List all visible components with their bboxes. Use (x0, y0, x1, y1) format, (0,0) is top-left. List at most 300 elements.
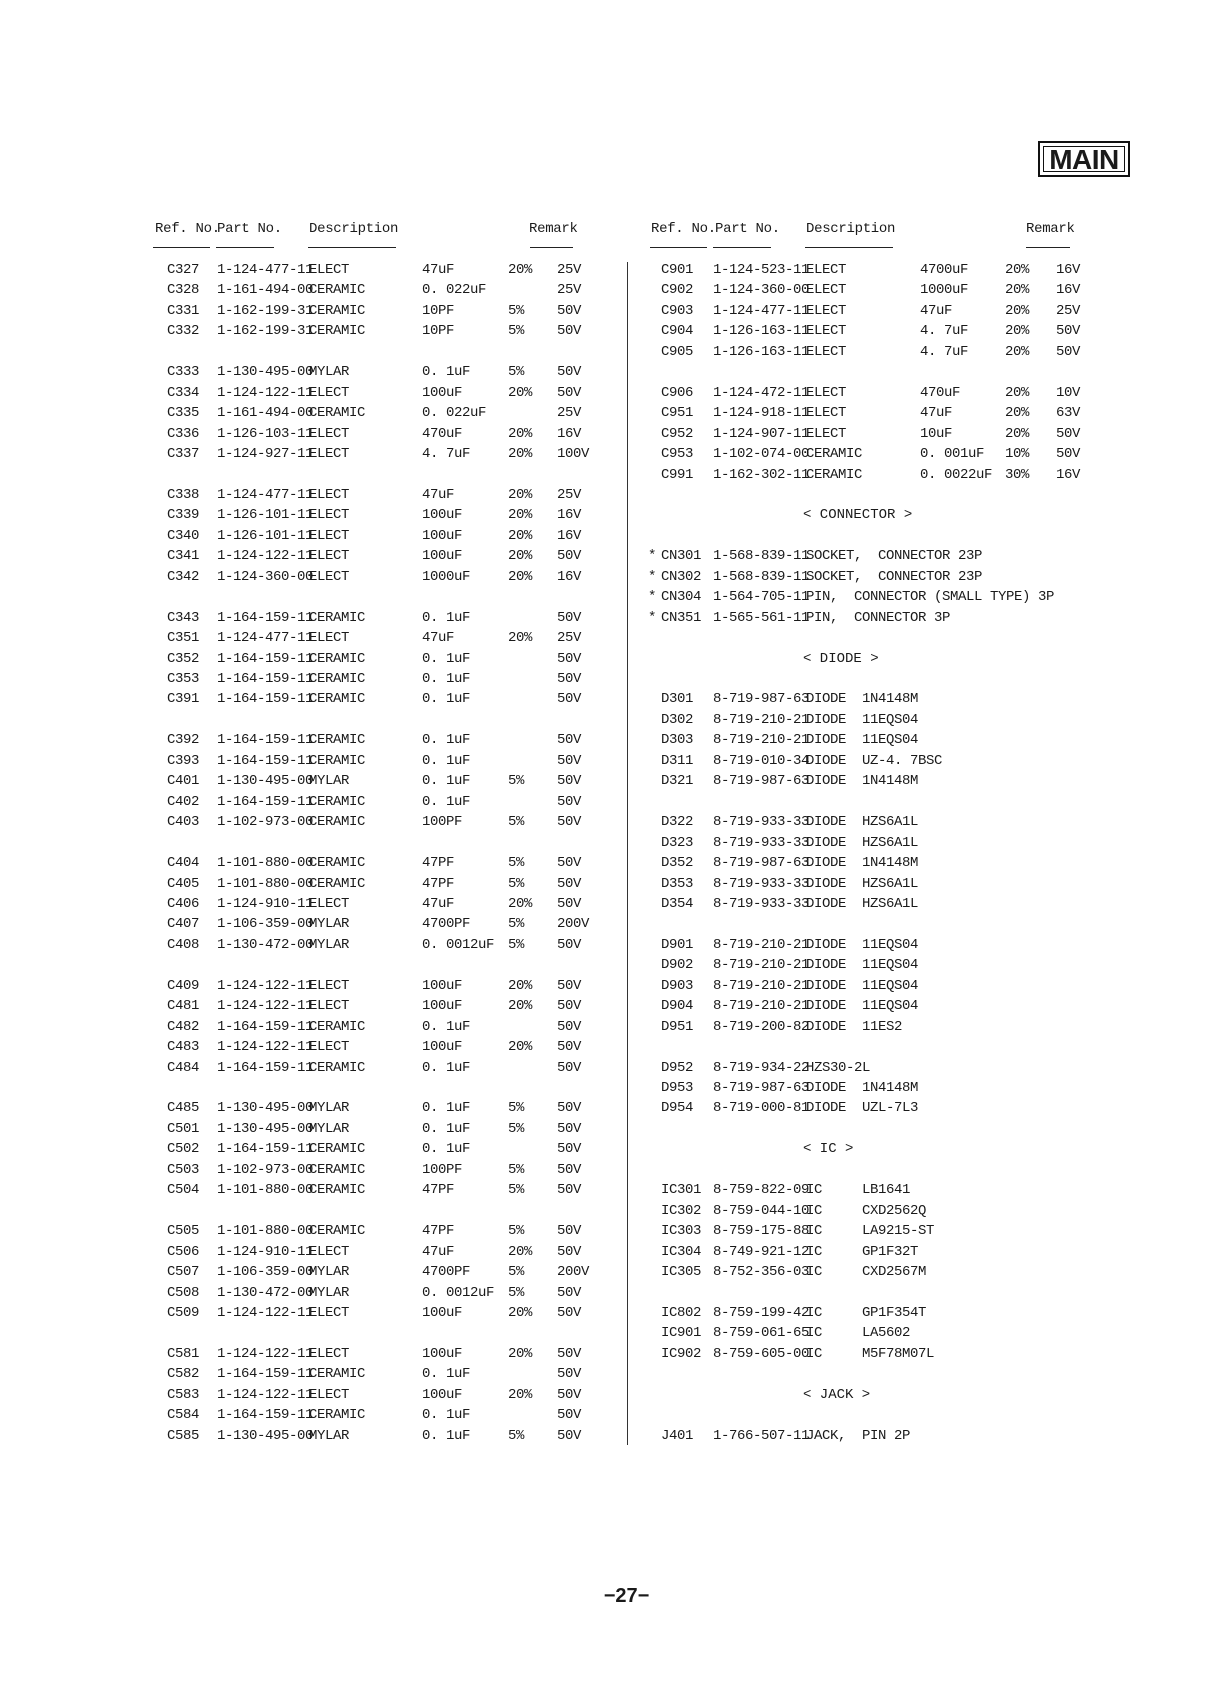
part-no: 1-124-910-11 (217, 1243, 314, 1260)
value: 0. 1uF (422, 732, 471, 749)
value: 0. 1uF (422, 691, 471, 708)
part-no: 1-126-101-11 (217, 527, 314, 544)
part-no: 1-126-163-11 (713, 323, 810, 340)
left-underline-description (308, 247, 396, 248)
voltage: 16V (557, 527, 582, 544)
part-no: 1-102-973-00 (217, 814, 314, 831)
value: 100uF (422, 527, 463, 544)
ref-no: D954 (661, 1100, 694, 1117)
part-no: 1-124-910-11 (217, 895, 314, 912)
part-no: 1-102-973-00 (217, 1161, 314, 1178)
description: DIODE (806, 957, 847, 974)
ref-no: C485 (167, 1100, 200, 1117)
description: CERAMIC (309, 855, 366, 872)
description: MYLAR (309, 773, 350, 790)
voltage: 16V (557, 568, 582, 585)
voltage: 50V (557, 384, 582, 401)
description: DIODE (806, 895, 847, 912)
main-section-box (1038, 141, 1130, 177)
model: HZS6A1L (862, 895, 919, 912)
description: CERAMIC (806, 446, 863, 463)
ref-no: C482 (167, 1018, 200, 1035)
value: 47PF (422, 855, 455, 872)
description: ELECT (309, 1386, 350, 1403)
voltage: 50V (557, 1059, 582, 1076)
model: 11EQS04 (862, 977, 919, 994)
description: ELECT (309, 425, 350, 442)
part-no: 1-162-199-31 (217, 302, 314, 319)
left-header-ref: Ref. No. (155, 221, 220, 237)
part-no: 8-719-933-33 (713, 895, 810, 912)
section-heading: < IC > (803, 1141, 854, 1158)
description: CERAMIC (309, 1161, 366, 1178)
part-no: 1-161-494-00 (217, 405, 314, 422)
description: CERAMIC (309, 671, 366, 687)
ref-no: C504 (167, 1182, 200, 1199)
ref-no: IC802 (661, 1304, 702, 1321)
part-no: 8-719-933-33 (713, 814, 810, 831)
description: CERAMIC (309, 609, 366, 626)
section-heading: < JACK > (803, 1386, 871, 1403)
description: ELECT (309, 446, 350, 463)
voltage: 50V (557, 609, 582, 626)
description: ELECT (309, 548, 350, 565)
part-no: 8-719-210-21 (713, 998, 810, 1015)
tolerance: 5% (508, 855, 525, 872)
value: 100uF (422, 1039, 463, 1056)
description: IC (806, 1345, 823, 1362)
left-header-description: Description (309, 221, 399, 237)
description: ELECT (806, 262, 847, 278)
tolerance: 5% (508, 364, 525, 381)
value: 0. 0012uF (422, 1284, 495, 1301)
description: DIODE (806, 977, 847, 994)
voltage: 25V (1056, 302, 1081, 319)
value: 0. 1uF (422, 1427, 471, 1444)
part-no: 8-719-200-82 (713, 1018, 810, 1035)
value: 0. 1uF (422, 1407, 471, 1424)
description: ELECT (309, 1243, 350, 1260)
description: DIODE (806, 1080, 847, 1096)
ref-no: C336 (167, 425, 200, 442)
ref-no: C401 (167, 773, 200, 790)
right-underline-remark (1026, 247, 1070, 248)
ref-no: CN302 (661, 568, 702, 585)
ref-no: D902 (661, 957, 694, 974)
part-no: 1-124-122-11 (217, 977, 314, 994)
model: UZ-4. 7BSC (862, 752, 943, 769)
part-no: 8-719-987-63 (713, 1080, 810, 1096)
description: CERAMIC (309, 691, 366, 708)
right-header-remark: Remark (1026, 221, 1075, 237)
voltage: 50V (1056, 446, 1081, 463)
value: 0. 022uF (422, 405, 487, 422)
model: LA5602 (862, 1325, 911, 1342)
value: 47uF (920, 302, 953, 319)
model: HZS6A1L (862, 875, 919, 892)
description: CERAMIC (309, 1018, 366, 1035)
value: 0. 1uF (422, 1059, 471, 1076)
value: 100uF (422, 548, 463, 565)
ref-no: C905 (661, 343, 694, 360)
part-no: 1-568-839-11 (713, 548, 810, 565)
ref-no: C508 (167, 1284, 200, 1301)
model: 11EQS04 (862, 732, 919, 749)
tolerance: 20% (508, 977, 533, 994)
model: GP1F32T (862, 1243, 919, 1260)
voltage: 50V (557, 752, 582, 769)
model: 1N4148M (862, 773, 919, 790)
tolerance: 20% (1005, 282, 1030, 299)
value: 0. 1uF (422, 1366, 471, 1383)
part-no: 1-124-477-11 (713, 302, 810, 319)
voltage: 10V (1056, 384, 1081, 401)
left-header-remark: Remark (529, 221, 578, 237)
safety-mark: * (648, 548, 657, 565)
safety-mark: * (648, 568, 657, 585)
description: CERAMIC (309, 323, 366, 340)
part-no: 8-719-210-21 (713, 936, 810, 953)
part-no: 8-719-933-33 (713, 834, 810, 851)
voltage: 50V (557, 1386, 582, 1403)
ref-no: C328 (167, 282, 200, 299)
tolerance: 5% (508, 1284, 525, 1301)
part-no: 1-124-122-11 (217, 1386, 314, 1403)
description: MYLAR (309, 936, 350, 953)
voltage: 50V (557, 814, 582, 831)
ref-no: C403 (167, 814, 200, 831)
voltage: 50V (557, 1345, 582, 1362)
model: 11ES2 (862, 1018, 903, 1035)
ref-no: CN301 (661, 548, 702, 565)
voltage: 50V (557, 302, 582, 319)
tolerance: 5% (508, 1120, 525, 1137)
description: ELECT (309, 1304, 350, 1321)
part-no: 8-719-000-81 (713, 1100, 810, 1117)
part-no: 1-101-880-00 (217, 855, 314, 872)
ref-no: C404 (167, 855, 200, 872)
description: ELECT (309, 1039, 350, 1056)
ref-no: C406 (167, 895, 200, 912)
part-no: 8-759-199-42 (713, 1304, 810, 1321)
part-no: 1-124-122-11 (217, 998, 314, 1015)
model: 1N4148M (862, 691, 919, 708)
left-underline-ref (153, 247, 210, 248)
voltage: 25V (557, 282, 582, 299)
voltage: 50V (557, 1120, 582, 1137)
ref-no: IC305 (661, 1264, 702, 1281)
tolerance: 10% (1005, 446, 1030, 463)
model: 1N4148M (862, 855, 919, 872)
description: CERAMIC (309, 1059, 366, 1076)
value: 0. 1uF (422, 671, 471, 687)
description: DIODE (806, 1100, 847, 1117)
column-divider (627, 262, 628, 1445)
ref-no: C952 (661, 425, 694, 442)
voltage: 50V (557, 936, 582, 953)
voltage: 50V (557, 1427, 582, 1444)
tolerance: 5% (508, 1264, 525, 1281)
value: 0. 0022uF (920, 466, 993, 483)
voltage: 100V (557, 446, 590, 463)
description: MYLAR (309, 1284, 350, 1301)
description: CERAMIC (309, 282, 366, 299)
value: 100PF (422, 814, 463, 831)
value: 10PF (422, 302, 455, 319)
voltage: 63V (1056, 405, 1081, 422)
description: MYLAR (309, 916, 350, 933)
ref-no: C391 (167, 691, 200, 708)
description: ELECT (806, 405, 847, 422)
ref-no: C904 (661, 323, 694, 340)
part-no: 1-164-159-11 (217, 793, 314, 810)
voltage: 200V (557, 916, 590, 933)
description: DIODE (806, 875, 847, 892)
value: 0. 1uF (422, 364, 471, 381)
description: DIODE (806, 691, 847, 708)
model: 11EQS04 (862, 711, 919, 728)
ref-no: C584 (167, 1407, 200, 1424)
ref-no: C334 (167, 384, 200, 401)
model: CXD2562Q (862, 1202, 927, 1219)
ref-no: C583 (167, 1386, 200, 1403)
ref-no: C902 (661, 282, 694, 299)
tolerance: 5% (508, 1161, 525, 1178)
voltage: 50V (1056, 323, 1081, 340)
voltage: 50V (557, 977, 582, 994)
part-no: 1-164-159-11 (217, 1018, 314, 1035)
value: 0. 1uF (422, 1100, 471, 1117)
voltage: 50V (557, 855, 582, 872)
ref-no: C506 (167, 1243, 200, 1260)
voltage: 50V (557, 732, 582, 749)
part-no: 8-759-605-00 (713, 1345, 810, 1362)
section-heading: < DIODE > (803, 650, 879, 667)
model: M5F78M07L (862, 1345, 935, 1362)
model: HZS6A1L (862, 814, 919, 831)
description: CERAMIC (309, 732, 366, 749)
voltage: 50V (557, 1141, 582, 1158)
description: DIODE (806, 1018, 847, 1035)
description: IC (806, 1304, 823, 1321)
part-no: 1-124-360-00 (217, 568, 314, 585)
ref-no: D311 (661, 752, 694, 769)
voltage: 200V (557, 1264, 590, 1281)
value: 10PF (422, 323, 455, 340)
part-no: 1-124-477-11 (217, 486, 314, 503)
ref-no: C906 (661, 384, 694, 401)
voltage: 50V (557, 1304, 582, 1321)
value: 0. 022uF (422, 282, 487, 299)
part-no: 1-130-472-00 (217, 936, 314, 953)
part-no: 8-752-356-03 (713, 1264, 810, 1281)
ref-no: C339 (167, 507, 200, 524)
ref-no: CN351 (661, 609, 702, 626)
model: 11EQS04 (862, 998, 919, 1015)
description: ELECT (309, 507, 350, 524)
voltage: 50V (557, 364, 582, 381)
description: DIODE (806, 773, 847, 790)
value: 470uF (422, 425, 463, 442)
tolerance: 30% (1005, 466, 1030, 483)
ref-no: D353 (661, 875, 694, 892)
description: ELECT (806, 384, 847, 401)
description: ELECT (309, 1345, 350, 1362)
part-no: 1-565-561-11 (713, 609, 810, 626)
part-no: 1-162-199-31 (217, 323, 314, 340)
tolerance: 20% (508, 1386, 533, 1403)
value: 0. 1uF (422, 1018, 471, 1035)
tolerance: 5% (508, 936, 525, 953)
part-no: 1-101-880-00 (217, 1182, 314, 1199)
ref-no: C408 (167, 936, 200, 953)
ref-no: IC301 (661, 1182, 702, 1199)
ref-no: C335 (167, 405, 200, 422)
left-header-part: Part No. (217, 221, 282, 237)
description: DIODE (806, 752, 847, 769)
part-no: 1-106-359-00 (217, 916, 314, 933)
ref-no: IC902 (661, 1345, 702, 1362)
part-no: 1-126-103-11 (217, 425, 314, 442)
ref-no: C353 (167, 671, 200, 687)
part-no: 1-164-159-11 (217, 1366, 314, 1383)
part-no: 1-124-122-11 (217, 1039, 314, 1056)
right-header-ref: Ref. No. (651, 221, 716, 237)
tolerance: 20% (508, 630, 533, 647)
part-no: 1-164-159-11 (217, 671, 314, 687)
description: ELECT (309, 977, 350, 994)
value: 4700uF (920, 262, 969, 278)
value: 0. 1uF (422, 650, 471, 667)
ref-no: C581 (167, 1345, 200, 1362)
value: 47PF (422, 1223, 455, 1240)
value: 100uF (422, 1386, 463, 1403)
description: DIODE (806, 855, 847, 872)
description: CERAMIC (309, 814, 366, 831)
part-no: 8-719-210-21 (713, 957, 810, 974)
ref-no: D302 (661, 711, 694, 728)
safety-mark: * (648, 589, 657, 606)
tolerance: 20% (508, 1039, 533, 1056)
value: 4. 7uF (422, 446, 471, 463)
part-no: 1-164-159-11 (217, 1141, 314, 1158)
part-no: 1-161-494-00 (217, 282, 314, 299)
ref-no: D321 (661, 773, 694, 790)
description: CERAMIC (806, 466, 863, 483)
ref-no: C327 (167, 262, 200, 278)
voltage: 50V (557, 548, 582, 565)
part-no: 1-124-477-11 (217, 262, 314, 278)
ref-no: C331 (167, 302, 200, 319)
part-no: 8-719-987-63 (713, 691, 810, 708)
voltage: 16V (1056, 466, 1081, 483)
description: ELECT (806, 323, 847, 340)
ref-no: C351 (167, 630, 200, 647)
description: ELECT (309, 895, 350, 912)
part-no: 1-568-839-11 (713, 568, 810, 585)
description: DIODE (806, 732, 847, 749)
part-no: 1-124-122-11 (217, 1304, 314, 1321)
description: IC (806, 1182, 823, 1199)
part-no: 1-101-880-00 (217, 1223, 314, 1240)
ref-no: D301 (661, 691, 694, 708)
description: IC (806, 1264, 823, 1281)
voltage: 25V (557, 486, 582, 503)
ref-no: IC304 (661, 1243, 702, 1260)
description: MYLAR (309, 1120, 350, 1137)
value: 100uF (422, 384, 463, 401)
value: 4. 7uF (920, 343, 969, 360)
part-no: 1-130-495-00 (217, 364, 314, 381)
right-underline-description (805, 247, 893, 248)
ref-no: D322 (661, 814, 694, 831)
voltage: 50V (557, 691, 582, 708)
tolerance: 20% (508, 1304, 533, 1321)
value: 100PF (422, 1161, 463, 1178)
part-no: 8-719-210-21 (713, 977, 810, 994)
ref-no: C352 (167, 650, 200, 667)
ref-no: D904 (661, 998, 694, 1015)
ref-no: D354 (661, 895, 694, 912)
ref-no: C342 (167, 568, 200, 585)
description: DIODE (806, 834, 847, 851)
right-underline-part (713, 247, 771, 248)
model: CXD2567M (862, 1264, 927, 1281)
tolerance: 20% (1005, 405, 1030, 422)
voltage: 25V (557, 262, 582, 278)
value: 47uF (422, 630, 455, 647)
voltage: 16V (557, 425, 582, 442)
tolerance: 5% (508, 323, 525, 340)
value: 1000uF (920, 282, 969, 299)
part-no: 1-102-074-00 (713, 446, 810, 463)
ref-no: C901 (661, 262, 694, 278)
value: 0. 1uF (422, 609, 471, 626)
ref-no: C392 (167, 732, 200, 749)
voltage: 50V (557, 1243, 582, 1260)
tolerance: 20% (508, 568, 533, 585)
description: PIN, CONNECTOR 3P (806, 609, 951, 626)
description: ELECT (309, 998, 350, 1015)
tolerance: 20% (1005, 302, 1030, 319)
tolerance: 20% (1005, 262, 1030, 278)
part-no: 1-106-359-00 (217, 1264, 314, 1281)
part-no: 8-719-210-21 (713, 732, 810, 749)
tolerance: 20% (1005, 384, 1030, 401)
ref-no: C343 (167, 609, 200, 626)
voltage: 50V (557, 1223, 582, 1240)
ref-no: C405 (167, 875, 200, 892)
description: IC (806, 1325, 823, 1342)
ref-no: C502 (167, 1141, 200, 1158)
part-no: 1-766-507-11 (713, 1427, 810, 1444)
value: 100uF (422, 998, 463, 1015)
description: IC (806, 1202, 823, 1219)
tolerance: 5% (508, 1182, 525, 1199)
ref-no: C505 (167, 1223, 200, 1240)
value: 0. 1uF (422, 1141, 471, 1158)
description: DIODE (806, 814, 847, 831)
value: 4700PF (422, 916, 471, 933)
part-no: 1-164-159-11 (217, 609, 314, 626)
model: 11EQS04 (862, 936, 919, 953)
tolerance: 5% (508, 916, 525, 933)
voltage: 50V (557, 998, 582, 1015)
ref-no: C484 (167, 1059, 200, 1076)
tolerance: 20% (508, 507, 533, 524)
voltage: 16V (557, 507, 582, 524)
model: HZS6A1L (862, 834, 919, 851)
